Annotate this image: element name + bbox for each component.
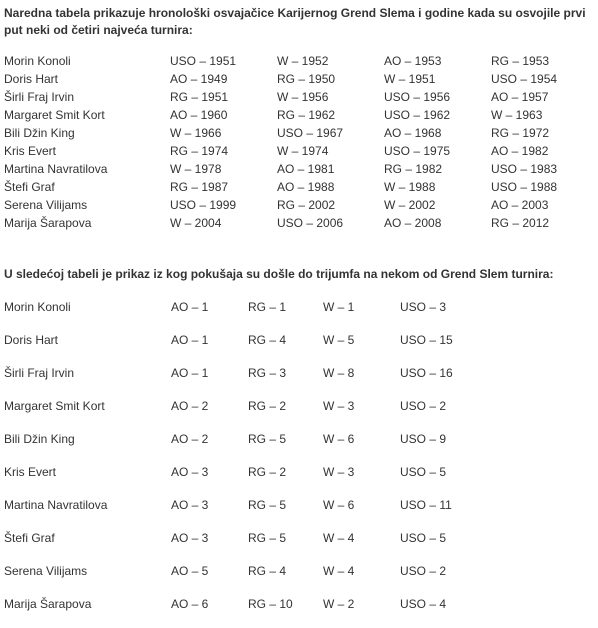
result-cell: AO – 2 [171, 399, 209, 413]
result-cell: W – 3 [323, 465, 355, 479]
result-cell: RG – 3 [248, 366, 287, 380]
result-cell: AO – 1953 [384, 54, 442, 68]
result-cell: W – 1988 [384, 180, 436, 194]
player-name-cell: Serena Vilijams [4, 564, 88, 578]
result-cell: USO – 1999 [170, 198, 237, 212]
table-row [4, 214, 591, 232]
result-cell: AO – 6 [171, 597, 209, 611]
player-name-cell: Martina Navratilova [4, 162, 108, 176]
result-cell: USO – 1951 [170, 54, 237, 68]
result-cell: W – 4 [323, 564, 355, 578]
result-cell: RG – 1974 [170, 144, 229, 158]
result-cell: W – 5 [323, 333, 355, 347]
player-name-cell: Morin Konoli [4, 54, 71, 68]
table-row [4, 397, 480, 430]
player-name-cell: Širli Fraj Irvin [4, 90, 75, 104]
result-cell: W – 1952 [277, 54, 329, 68]
player-name-cell: Štefi Graf [4, 531, 55, 545]
result-cell: USO – 2006 [277, 216, 344, 230]
player-name-cell: Štefi Graf [4, 180, 55, 194]
result-cell: W – 2 [323, 597, 355, 611]
result-cell: USO – 15 [400, 333, 453, 347]
table-row [4, 70, 591, 88]
table-row [4, 298, 480, 331]
result-cell: USO – 1967 [277, 126, 344, 140]
result-cell: RG – 1950 [277, 72, 336, 86]
result-cell: AO – 1981 [277, 162, 335, 176]
result-cell: W – 1956 [277, 90, 329, 104]
result-cell: USO – 4 [400, 597, 447, 611]
player-name-cell: Margaret Smit Kort [4, 108, 105, 122]
result-cell: RG – 2002 [277, 198, 336, 212]
second-table-intro: U sledećoj tabeli je prikaz iz kog pokušaja su došle do trijumfa na nekom od Grend Slem turnira: [4, 267, 554, 281]
result-cell: RG – 1987 [170, 180, 229, 194]
result-cell: W – 1974 [277, 144, 329, 158]
result-cell: USO – 1988 [491, 180, 558, 194]
result-cell: AO – 1949 [170, 72, 228, 86]
result-cell: USO – 1975 [384, 144, 451, 158]
result-cell: AO – 2008 [384, 216, 442, 230]
result-cell: W – 3 [323, 399, 355, 413]
result-cell: RG – 4 [248, 333, 287, 347]
result-cell: USO – 9 [400, 432, 447, 446]
result-cell: W – 2004 [170, 216, 222, 230]
result-cell: AO – 1968 [384, 126, 442, 140]
result-cell: USO – 3 [400, 300, 447, 314]
table-row [4, 595, 480, 628]
result-cell: W – 6 [323, 432, 355, 446]
result-cell: AO – 1 [171, 366, 209, 380]
result-cell: RG – 2 [248, 465, 287, 479]
result-cell: W – 6 [323, 498, 355, 512]
player-name-cell: Kris Evert [4, 144, 57, 158]
result-cell: RG – 1951 [170, 90, 229, 104]
result-cell: AO – 2003 [491, 198, 549, 212]
result-cell: AO – 3 [171, 498, 209, 512]
player-name-cell: Margaret Smit Kort [4, 399, 105, 413]
table-row [4, 178, 591, 196]
result-cell: AO – 2 [171, 432, 209, 446]
result-cell: RG – 2 [248, 399, 287, 413]
result-cell: AO – 1 [171, 300, 209, 314]
player-name-cell: Kris Evert [4, 465, 57, 479]
result-cell: RG – 1982 [384, 162, 443, 176]
result-cell: AO – 1 [171, 333, 209, 347]
result-cell: W – 1966 [170, 126, 222, 140]
player-name-cell: Bili Džin King [4, 432, 75, 446]
result-cell: RG – 1962 [277, 108, 336, 122]
player-name-cell: Martina Navratilova [4, 498, 108, 512]
table-row [4, 364, 480, 397]
table-row [4, 562, 480, 595]
result-cell: AO – 1957 [491, 90, 549, 104]
result-cell: W – 8 [323, 366, 355, 380]
player-name-cell: Doris Hart [4, 333, 59, 347]
table-row [4, 196, 591, 214]
table-row [4, 430, 480, 463]
result-cell: RG – 1972 [491, 126, 550, 140]
table-row [4, 106, 591, 124]
attempts-table-body [4, 298, 480, 628]
result-cell: AO – 1988 [277, 180, 335, 194]
first-titles-table [4, 52, 591, 232]
result-cell: USO – 11 [400, 498, 452, 512]
result-cell: W – 1 [323, 300, 355, 314]
player-name-cell: Morin Konoli [4, 300, 71, 314]
player-name-cell: Marija Šarapova [4, 597, 92, 611]
result-cell: USO – 5 [400, 465, 447, 479]
first-titles-table-body [4, 52, 591, 232]
result-cell: AO – 3 [171, 465, 209, 479]
player-name-cell: Širli Fraj Irvin [4, 366, 75, 380]
attempts-table [4, 298, 480, 628]
table-row [4, 124, 591, 142]
player-name-cell: Bili Džin King [4, 126, 75, 140]
result-cell: USO – 1954 [491, 72, 558, 86]
table-row [4, 331, 480, 364]
result-cell: USO – 1983 [491, 162, 558, 176]
result-cell: RG – 5 [248, 498, 287, 512]
result-cell: AO – 3 [171, 531, 209, 545]
player-name-cell: Serena Vilijams [4, 198, 88, 212]
result-cell: USO – 1962 [384, 108, 451, 122]
table-row [4, 463, 480, 496]
result-cell: USO – 5 [400, 531, 447, 545]
result-cell: W – 4 [323, 531, 355, 545]
result-cell: USO – 2 [400, 564, 447, 578]
result-cell: RG – 5 [248, 432, 287, 446]
result-cell: RG – 2012 [491, 216, 550, 230]
result-cell: USO – 1956 [384, 90, 451, 104]
table-row [4, 52, 591, 70]
table-row [4, 142, 591, 160]
result-cell: W – 1963 [491, 108, 543, 122]
table-row [4, 160, 591, 178]
player-name-cell: Doris Hart [4, 72, 59, 86]
table-row [4, 529, 480, 562]
result-cell: W – 1978 [170, 162, 222, 176]
result-cell: W – 1951 [384, 72, 436, 86]
result-cell: RG – 1 [248, 300, 287, 314]
result-cell: RG – 10 [248, 597, 293, 611]
result-cell: RG – 1953 [491, 54, 550, 68]
player-name-cell: Marija Šarapova [4, 216, 92, 230]
result-cell: AO – 1960 [170, 108, 228, 122]
result-cell: RG – 4 [248, 564, 287, 578]
result-cell: USO – 16 [400, 366, 453, 380]
result-cell: RG – 5 [248, 531, 287, 545]
table-row [4, 496, 480, 529]
result-cell: USO – 2 [400, 399, 447, 413]
table-row [4, 88, 591, 106]
first-table-intro: Naredna tabela prikazuje hronološki osvajačice Karijernog Grend Slema i godine kada su osvojile prvi put neki od četiri najveća turnira: [4, 6, 586, 37]
result-cell: AO – 1982 [491, 144, 549, 158]
result-cell: W – 2002 [384, 198, 436, 212]
result-cell: AO – 5 [171, 564, 209, 578]
